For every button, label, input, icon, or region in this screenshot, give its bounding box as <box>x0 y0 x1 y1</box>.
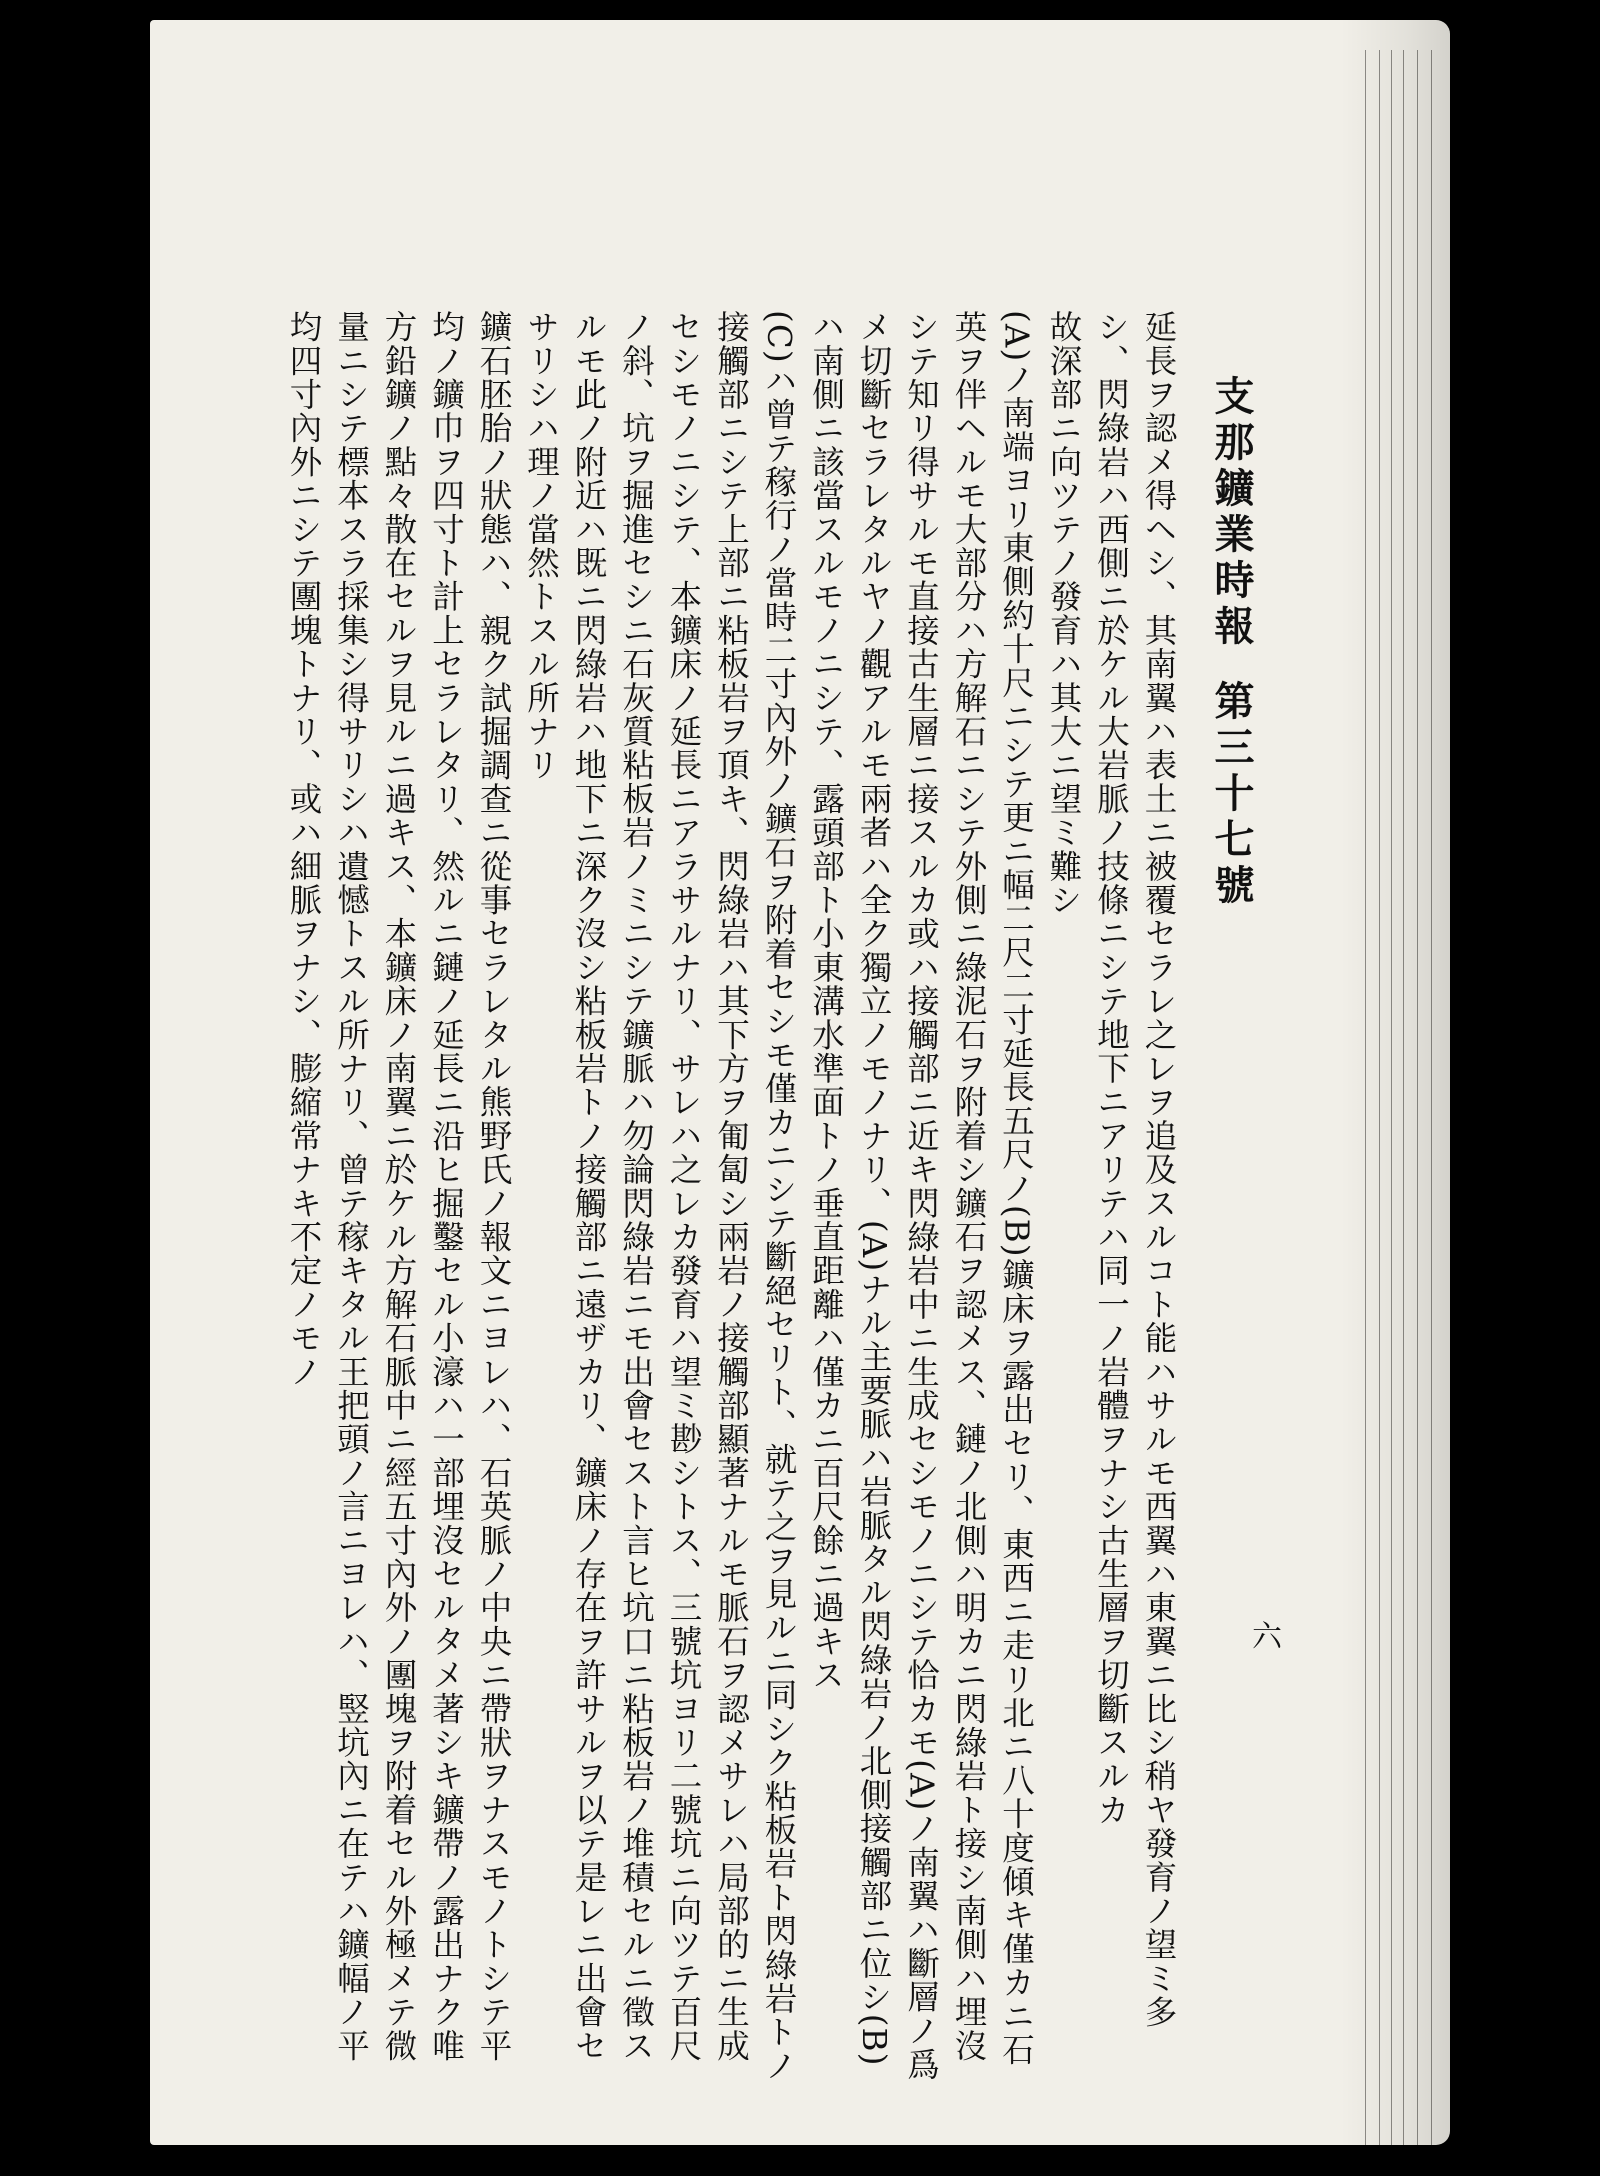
paragraph: 故深部ニ向ツテノ發育ハ其大ニ望ミ難シ <box>1045 310 1083 917</box>
journal-title: 支那鑛業時報 <box>1208 375 1255 651</box>
lead-paragraph: 延長ヲ認メ得ヘシ、其南翼ハ表土ニ被覆セラレ之レヲ追及スルコト能ハサルモ西翼ハ東翼ニ比シ稍ヤ發育ノ望ミ多シ、閃綠岩ハ西側ニ於ケル大岩脈ノ技條ニシテ地下ニアリテハ同一ノ岩體ヲナシ古生層ヲ切斷スルカ <box>1092 310 1178 2029</box>
paragraph: 鑛石胚胎ノ狀態ハ、親ク試掘調查ニ從事セラレタル熊野氏ノ報文ニヨレハ、石英脈ノ中央ニ帶狀ヲナスモノトシテ平均ノ鑛巾ヲ四寸ト計上セラレタリ、然ルニ鏈ノ延長ニ沿ヒ掘鑿セル小濠ハ一部埋沒セルタメ著シキ鑛帶ノ露出ナク唯方鉛鑛ノ點々散在セルヲ見ルニ過キス、本鑛床ノ南翼ニ於ケル方解石脈中ニ經五寸內外ノ團塊ヲ附着セル外極メテ微量ニシテ標本スラ採集シ得サリシハ遺憾トスル所ナリ、曾テ稼キタル王把頭ノ言ニヨレハ、竪坑內ニ在テハ鑛幅ノ平均四寸內外ニシテ團塊トナリ、或ハ細脈ヲナシ、膨縮常ナキ不定ノモノ <box>285 310 513 2063</box>
book-page <box>150 20 1450 2145</box>
gutter-shadow <box>1340 20 1450 2145</box>
paragraph: (A)ノ南端ヨリ東側約十尺ニシテ更ニ幅二尺二寸延長五尺ノ(B)鑛床ヲ露出セリ、東西ニ走リ北ニ八十度傾キ僅カニ石英ヲ伴ヘルモ大部分ハ方解石ニシテ外側ニ綠泥石ヲ附着シ鑛石ヲ認メス、鏈ノ北側ハ明カニ閃綠岩ト接シ南側ハ埋沒シテ知リ得サルモ直接古生層ニ接スルカ或ハ接觸部ニ近キ閃綠岩中ニ生成セシモノニシテ恰カモ(A)ノ南翼ハ斷層ノ爲メ切斷セラレタルヤノ觀アルモ兩者ハ全ク獨立ノモノナリ、(A)ナル主要脈ハ岩脈タル閃綠岩ノ北側接觸部ニ位シ(B)ハ南側ニ該當スルモノニシテ、露頭部ト小東溝水準面トノ垂直距離ハ僅カニ百尺餘ニ過キス <box>807 310 1036 2082</box>
issue-number: 第三十七號 <box>1208 680 1255 910</box>
page-number: 六 <box>1246 1620 1281 1650</box>
paragraph: (C)ハ曾テ稼行ノ當時二寸內外ノ鑛石ヲ附着セシモ僅カニシテ斷絕セリト、就テ之ヲ見ルニ同シク粘板岩ト閃綠岩トノ接觸部ニシテ上部ニ粘板岩ヲ頂キ、閃綠岩ハ其下方ヲ匍匐シ兩岩ノ接觸部顯著ナルモ脈石ヲ認メサレハ局部的ニ生成セシモノニシテ、本鑛床ノ延長ニアラサルナリ、サレハ之レカ發育ハ望ミ尠シトス、三號坑ヨリ二號坑ニ向ツテ百尺ノ斜、坑ヲ掘進セシニ石灰質粘板岩ノミニシテ鑛脈ハ勿論閃綠岩ニモ出會セスト言ヒ坑口ニ粘板岩ノ堆積セルニ徵スルモ此ノ附近ハ既ニ閃綠岩ハ地下ニ深ク沒シ粘板岩トノ接觸部ニ遠ザカリ、鑛床ノ存在ヲ許サルヲ以テ是レニ出會セサリシハ理ノ當然トスル所ナリ <box>522 310 798 2083</box>
article-body <box>142 310 1182 2090</box>
